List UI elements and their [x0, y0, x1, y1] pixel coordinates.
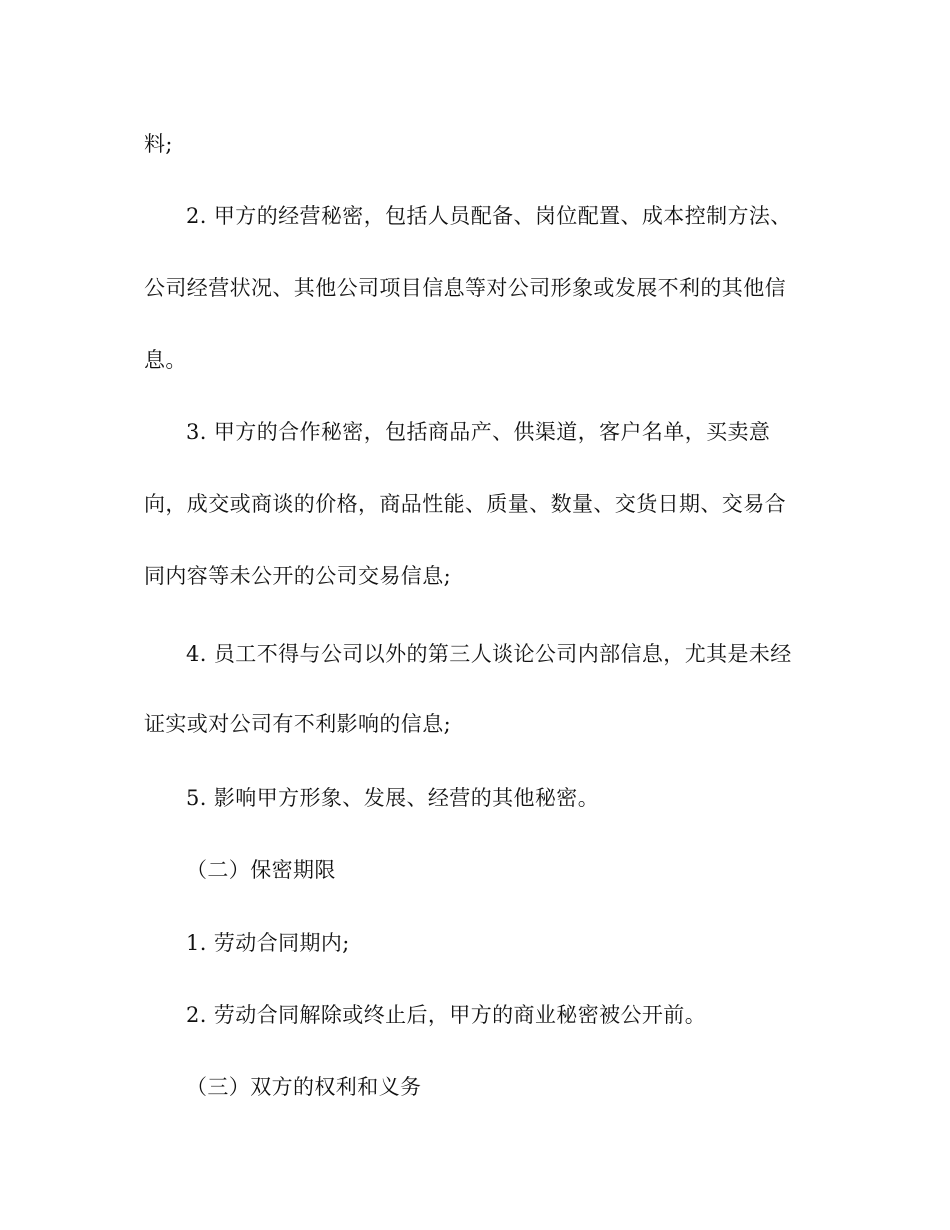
text-line: 公司经营状况、其他公司项目信息等对公司形象或发展不利的其他信 — [144, 276, 786, 300]
section-heading-3: （三）双方的权利和义务 — [186, 1075, 422, 1099]
text-line: 证实或对公司有不利影响的信息; — [144, 712, 452, 736]
clause-1-3: 3. 甲方的合作秘密，包括商品产、供渠道，客户名单，买卖意 — [186, 420, 771, 444]
clause-1-2: 2. 甲方的经营秘密，包括人员配备、岗位配置、成本控制方法、 — [186, 204, 792, 228]
text-line: 向，成交或商谈的价格，商品性能、质量、数量、交货日期、交易合 — [144, 492, 786, 516]
section-heading-2: （二）保密期限 — [186, 858, 336, 882]
clause-2-2: 2. 劳动合同解除或终止后，甲方的商业秘密被公开前。 — [186, 1003, 707, 1027]
clause-1-4: 4. 员工不得与公司以外的第三人谈论公司内部信息，尤其是未经 — [186, 642, 792, 666]
text-line: 息。 — [144, 348, 187, 372]
text-line: 同内容等未公开的公司交易信息; — [144, 564, 452, 588]
text-line: 料; — [144, 132, 173, 156]
clause-1-5: 5. 影响甲方形象、发展、经营的其他秘密。 — [186, 786, 600, 810]
clause-2-1: 1. 劳动合同期内; — [186, 931, 350, 955]
